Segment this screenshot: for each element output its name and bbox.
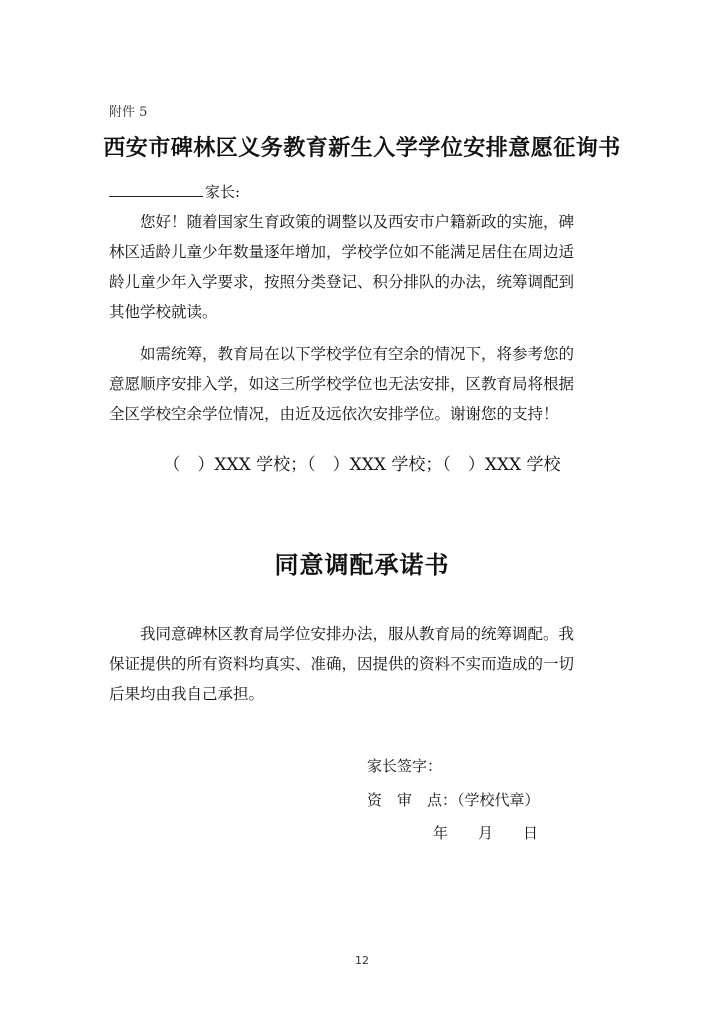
- date-line: 年 月 日: [433, 824, 539, 842]
- attachment-label: 附件 5: [109, 105, 148, 120]
- paragraph-line: 后果均由我自己承担。: [109, 685, 265, 703]
- paragraph-line: 您好！随着国家生育政策的调整以及西安市户籍新政的实施，碑: [109, 213, 575, 231]
- paragraph-line: 意愿顺序安排入学，如这三所学校学位也无法安排，区教育局将根据: [109, 375, 575, 393]
- paragraph-line: 保证提供的所有资料均真实、准确，因提供的资料不实而造成的一切: [109, 655, 575, 673]
- paragraph-line: 如需统筹，教育局在以下学校学位有空余的情况下，将参考您的: [109, 345, 575, 363]
- commitment-paragraph: [109, 619, 617, 709]
- school-choices: （ ）XXX 学校；（ ）XXX 学校；（ ）XXX 学校: [163, 455, 561, 475]
- paragraph-line: 我同意碑林区教育局学位安排办法，服从教育局的统筹调配。我: [109, 625, 575, 643]
- document-title: 西安市碑林区义务教育新生入学学位安排意愿征询书: [103, 135, 621, 161]
- page-number: 12: [355, 954, 369, 967]
- name-blank-line: [109, 182, 203, 197]
- commitment-title: 同意调配承诺书: [274, 550, 450, 579]
- reviewer-label: 资 审 点：（学校代章）: [367, 791, 540, 809]
- arrangement-paragraph: [109, 339, 617, 429]
- paragraph-line: 龄儿童少年入学要求，按照分类登记、积分排队的办法，统筹调配到: [109, 273, 575, 291]
- intro-paragraph: [109, 207, 617, 327]
- salutation-text: 家长:: [205, 183, 241, 201]
- parent-signature-label: 家长签字：: [367, 757, 443, 775]
- paragraph-line: 全区学校空余学位情况，由近及远依次安排学位。谢谢您的支持！: [109, 405, 559, 423]
- paragraph-line: 其他学校就读。: [109, 303, 218, 321]
- paragraph-line: 林区适龄儿童少年数量逐年增加，学校学位如不能满足居住在周边适: [109, 243, 575, 261]
- salutation: [109, 181, 240, 202]
